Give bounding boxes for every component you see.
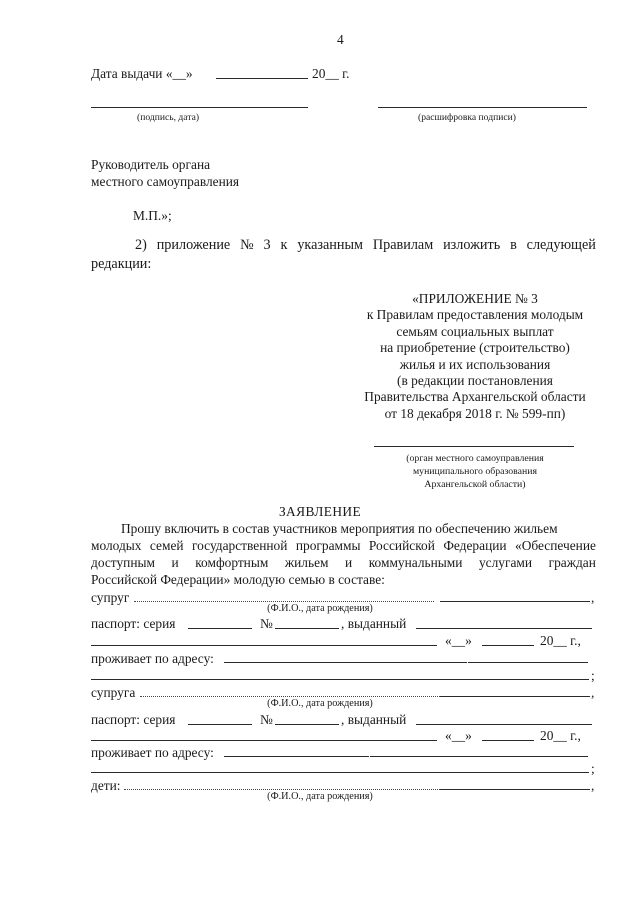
statement-line3 bbox=[91, 556, 596, 569]
husband-passport-number-label: № bbox=[260, 616, 273, 631]
appendix-header-line: на приобретение (строительство) bbox=[380, 340, 570, 356]
instruction-word: Правилам bbox=[372, 237, 434, 253]
wife-address-line-1[interactable] bbox=[224, 756, 369, 757]
husband-birth-line[interactable] bbox=[440, 601, 590, 602]
authority-caption bbox=[350, 452, 600, 491]
husband-passport-label: паспорт: серия bbox=[91, 616, 176, 631]
wife-issued-year: 20__ г., bbox=[540, 728, 581, 743]
wife-address-label: проживает по адресу: bbox=[91, 745, 214, 760]
husband-address-semicolon: ; bbox=[591, 668, 595, 683]
husband-name-line[interactable] bbox=[134, 601, 434, 602]
statement-word: программы bbox=[295, 538, 361, 553]
wife-passport-number-line[interactable] bbox=[275, 724, 339, 725]
issue-date-year: 20__ г. bbox=[312, 66, 350, 81]
instruction-word: изложить bbox=[443, 237, 501, 253]
statement-word: Российской bbox=[368, 538, 435, 553]
statement-title: ЗАЯВЛЕНИЕ bbox=[278, 504, 362, 519]
husband-issued-date-day: «__» bbox=[445, 633, 472, 648]
statement-word: граждан bbox=[548, 555, 596, 570]
husband-comma: , bbox=[591, 590, 595, 605]
children-name-line[interactable] bbox=[124, 789, 440, 790]
issue-date-label: Дата выдачи «__» bbox=[91, 66, 193, 81]
authority-caption-line: Архангельской области) bbox=[424, 479, 526, 490]
husband-issued-year: 20__ г., bbox=[540, 633, 581, 648]
statement-word: и bbox=[171, 555, 179, 570]
appendix-header-line: жилья и их использования bbox=[399, 356, 551, 372]
stamp-mark: М.П.»; bbox=[133, 208, 172, 223]
instruction-word: № bbox=[240, 237, 254, 253]
husband-issued-label: , выданный bbox=[341, 616, 407, 631]
husband-issued-line-2[interactable] bbox=[91, 645, 437, 646]
wife-fio-caption: (Ф.И.О., дата рождения) bbox=[267, 698, 373, 709]
wife-birth-line[interactable] bbox=[440, 696, 590, 697]
instruction-word: указанным bbox=[297, 237, 363, 253]
wife-issued-line-1[interactable] bbox=[416, 724, 592, 725]
husband-address-line-1b[interactable] bbox=[468, 662, 588, 663]
husband-address-label: проживает по адресу: bbox=[91, 651, 214, 666]
husband-passport-series-line[interactable] bbox=[188, 628, 252, 629]
husband-address-line-2[interactable] bbox=[91, 679, 589, 680]
instruction-word: приложение bbox=[156, 237, 231, 253]
wife-address-line-1b[interactable] bbox=[370, 756, 588, 757]
wife-address-semicolon: ; bbox=[591, 761, 595, 776]
children-fio-caption: (Ф.И.О., дата рождения) bbox=[267, 791, 373, 802]
wife-comma: , bbox=[591, 685, 595, 700]
appendix-header-line: «ПРИЛОЖЕНИЕ № 3 bbox=[412, 291, 538, 306]
appendix-header-line: от 18 декабря 2018 г. № 599-пп) bbox=[384, 405, 566, 421]
instruction-line1 bbox=[135, 238, 596, 252]
appendix-header-line: к Правилам предоставления молодым bbox=[366, 307, 584, 323]
statement-line4: Российской Федерации» молодую семью в составе: bbox=[91, 572, 385, 587]
authority-caption-line: муниципального образования bbox=[412, 466, 538, 477]
authority-line bbox=[374, 446, 574, 447]
instruction-word: 3 bbox=[263, 237, 271, 253]
appendix-header-line: Правительства Архангельской области bbox=[364, 389, 586, 405]
statement-word: услугами bbox=[478, 555, 533, 570]
husband-label: супруг bbox=[91, 590, 130, 605]
children-label: дети: bbox=[91, 778, 121, 793]
instruction-line2: редакции: bbox=[91, 256, 152, 272]
wife-issued-month-line[interactable] bbox=[482, 740, 534, 741]
wife-passport-number-label: № bbox=[260, 712, 273, 727]
statement-word: жильем bbox=[284, 555, 329, 570]
page-number: 4 bbox=[337, 32, 344, 47]
signature-caption: (подпись, дата) bbox=[137, 112, 200, 123]
wife-issued-line-2[interactable] bbox=[91, 740, 437, 741]
husband-issued-month-line[interactable] bbox=[482, 645, 534, 646]
wife-label: супруга bbox=[91, 685, 136, 700]
statement-line1: Прошу включить в состав участников мероприятия по обеспечению жильем bbox=[121, 521, 558, 536]
decoding-caption: (расшифровка подписи) bbox=[418, 112, 516, 123]
wife-passport-label: паспорт: серия bbox=[91, 712, 176, 727]
authority-caption-line: (орган местного самоуправления bbox=[406, 453, 544, 464]
wife-issued-label: , выданный bbox=[341, 712, 407, 727]
decoding-line bbox=[378, 107, 587, 108]
appendix-header-line: (в редакции постановления bbox=[397, 373, 553, 389]
statement-word: «Обеспечение bbox=[515, 538, 596, 553]
appendix-header-line: семьям социальных выплат bbox=[396, 323, 554, 339]
instruction-word: следующей bbox=[526, 237, 596, 253]
statement-word: комфортным bbox=[195, 555, 269, 570]
husband-address-line-1[interactable] bbox=[224, 662, 467, 663]
signature-line bbox=[91, 107, 308, 108]
head-title-line1: Руководитель органа bbox=[91, 157, 211, 172]
appendix-header bbox=[350, 291, 600, 422]
instruction-word: в bbox=[510, 237, 517, 253]
husband-passport-number-line[interactable] bbox=[275, 628, 339, 629]
wife-address-line-2[interactable] bbox=[91, 772, 589, 773]
statement-word: и bbox=[345, 555, 353, 570]
wife-passport-series-line[interactable] bbox=[188, 724, 252, 725]
statement-word: Федерации bbox=[443, 538, 507, 553]
husband-issued-line-1[interactable] bbox=[416, 628, 592, 629]
wife-issued-date-day: «__» bbox=[445, 728, 472, 743]
instruction-word: к bbox=[280, 237, 288, 253]
statement-word: молодых bbox=[91, 538, 142, 553]
instruction-word: 2) bbox=[135, 237, 147, 253]
statement-word: коммунальными bbox=[368, 555, 463, 570]
husband-fio-caption: (Ф.И.О., дата рождения) bbox=[267, 603, 373, 614]
wife-name-line[interactable] bbox=[140, 696, 440, 697]
issue-date-month-line bbox=[216, 78, 308, 79]
statement-word: государственной bbox=[191, 538, 288, 553]
head-title-line2: местного самоуправления bbox=[91, 174, 240, 189]
statement-word: семей bbox=[149, 538, 184, 553]
children-birth-line[interactable] bbox=[440, 789, 590, 790]
statement-word: доступным bbox=[91, 555, 155, 570]
statement-line2 bbox=[91, 539, 596, 552]
children-comma: , bbox=[591, 778, 595, 793]
